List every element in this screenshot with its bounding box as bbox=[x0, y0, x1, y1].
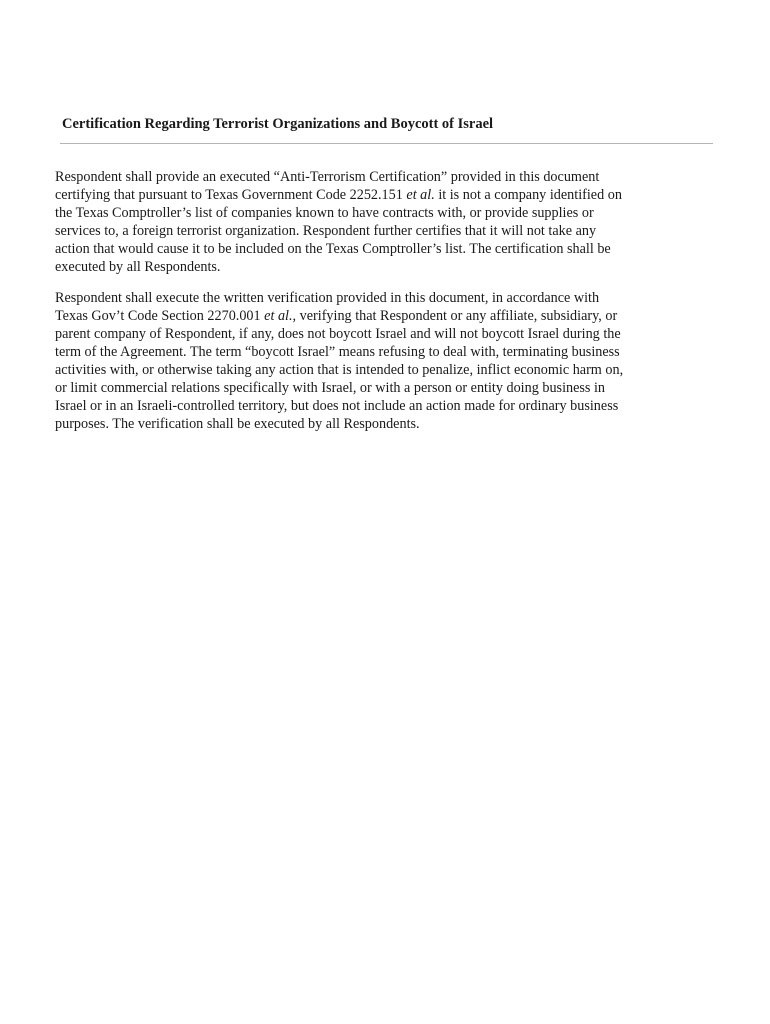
paragraph-line: activities with, or otherwise taking any action that is intended to penalize, inflict economic harm on, bbox=[55, 362, 624, 378]
line-text: Texas Gov’t Code Section 2270.001 bbox=[55, 308, 265, 324]
paragraph-line: action that would cause it to be included on the Texas Comptroller’s list. The certification shall be bbox=[55, 241, 611, 257]
paragraph-line: parent company of Respondent, if any, does not boycott Israel and will not boycott Israel during the bbox=[55, 326, 621, 342]
paragraph-line: the Texas Comptroller’s list of companies known to have contracts with, or provide supplies or bbox=[55, 205, 594, 221]
paragraph-line: term of the Agreement. The term “boycott Israel” means refusing to deal with, terminating business bbox=[55, 344, 620, 360]
paragraph-line: Respondent shall execute the written verification provided in this document, in accordance with bbox=[55, 290, 600, 306]
paragraph-line bbox=[55, 307, 695, 325]
heading-divider bbox=[60, 143, 713, 144]
paragraph-line: executed by all Respondents. bbox=[55, 259, 221, 275]
paragraph-line: Respondent shall provide an executed “Anti-Terrorism Certification” provided in this document bbox=[55, 169, 600, 185]
terrorism-certification-paragraph bbox=[55, 168, 695, 276]
boycott-israel-verification-paragraph bbox=[55, 289, 695, 433]
paragraph-line: or limit commercial relations specifically with Israel, or with a person or entity doing business in bbox=[55, 380, 606, 396]
paragraph-line bbox=[55, 186, 695, 204]
line-text: verifying that Respondent or any affiliate, subsidiary, or bbox=[296, 308, 618, 324]
paragraph-line: services to, a foreign terrorist organization. Respondent further certifies that it will not take any bbox=[55, 223, 597, 239]
italic-citation: et al., bbox=[264, 308, 297, 324]
paragraph-line: purposes. The verification shall be executed by all Respondents. bbox=[55, 416, 420, 432]
paragraph-line: Israel or in an Israeli-controlled territory, but does not include an action made for ordinary business bbox=[55, 398, 619, 414]
section-heading: Certification Regarding Terrorist Organizations and Boycott of Israel bbox=[62, 116, 494, 132]
line-text: certifying that pursuant to Texas Government Code 2252.151 bbox=[55, 187, 407, 203]
line-text: it is not a company identified on bbox=[434, 187, 622, 203]
italic-citation: et al. bbox=[406, 187, 435, 203]
